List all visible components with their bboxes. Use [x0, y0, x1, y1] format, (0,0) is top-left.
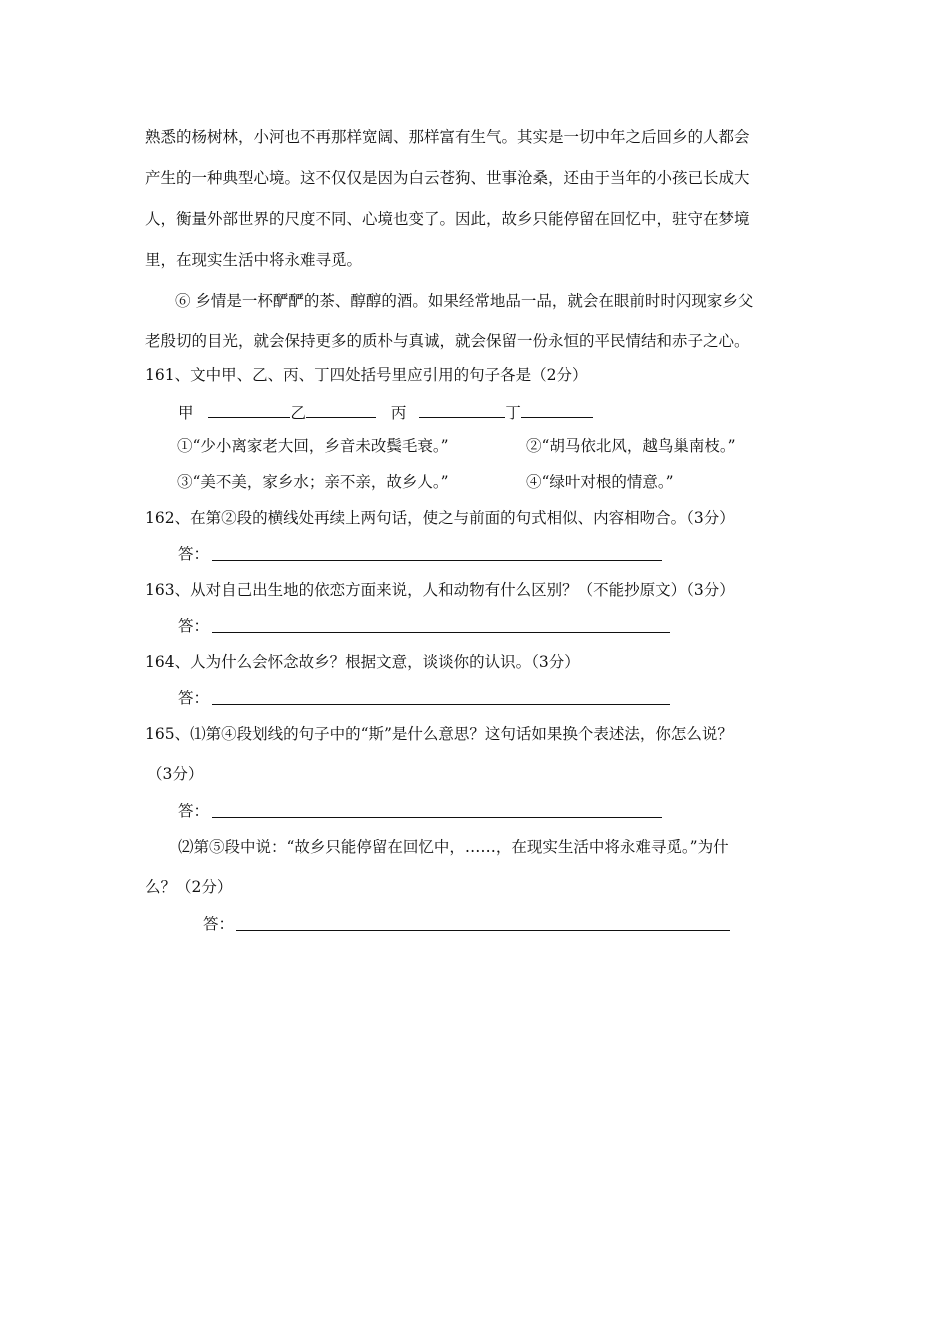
answer-line-162[interactable] — [212, 560, 662, 561]
q161-option-4: ④“绿叶对根的情意。” — [526, 473, 674, 491]
question-161: 161、文中甲、乙、丙、丁四处括号里应引用的句子各是（2分） — [145, 366, 588, 384]
q161-option-2: ②“胡马依北风，越鸟巢南枝。” — [526, 437, 736, 455]
q161-option-1: ①“少小离家老大回，乡音未改鬓毛衰。” — [177, 437, 449, 455]
answer-label: 答： — [178, 802, 210, 820]
q161-blanks — [178, 401, 593, 423]
passage-line: 产生的一种典型心境。这不仅仅是因为白云苍狗、世事沧桑，还由于当年的小孩已长成大 — [145, 169, 750, 187]
passage-line: 里，在现实生活中将永难寻觅。 — [145, 251, 363, 269]
question-165-sub2: ⑵第⑤段中说：“故乡只能停留在回忆中，……，在现实生活中将永难寻觅。”为什 — [178, 838, 729, 856]
answer-label: 答： — [178, 545, 210, 563]
q161-option-3: ③“美不美，家乡水；亲不亲，故乡人。” — [177, 473, 449, 491]
blank-yi[interactable] — [306, 401, 376, 418]
blank-bing[interactable] — [419, 401, 505, 418]
question-165-sub2-cont: 么？（2分） — [145, 878, 233, 896]
answer-label: 答： — [203, 915, 235, 933]
label-ding: 丁 — [505, 404, 521, 422]
blank-jia[interactable] — [208, 401, 290, 418]
label-bing: 丙 — [390, 404, 407, 422]
answer-line-165-2[interactable] — [236, 930, 730, 931]
answer-line-163[interactable] — [212, 632, 670, 633]
blank-ding[interactable] — [521, 401, 593, 418]
answer-label: 答： — [178, 617, 210, 635]
question-164: 164、人为什么会怀念故乡？根据文意，谈谈你的认识。（3分） — [145, 653, 580, 671]
passage-line: 老殷切的目光，就会保持更多的质朴与真诚，就会保留一份永恒的平民情结和赤子之心。 — [145, 332, 750, 350]
label-jia: 甲 — [178, 404, 194, 422]
passage-line: 熟悉的杨树林，小河也不再那样宽阔、那样富有生气。其实是一切中年之后回乡的人都会 — [145, 128, 750, 146]
question-165-score: （3分） — [147, 765, 204, 783]
label-yi: 乙 — [290, 404, 306, 422]
answer-line-164[interactable] — [212, 704, 670, 705]
question-163: 163、从对自己出生地的依恋方面来说，人和动物有什么区别？（不能抄原文）（3分） — [145, 581, 735, 599]
answer-line-165-1[interactable] — [212, 817, 662, 818]
question-165: 165、⑴第④段划线的句子中的“斯”是什么意思？这句话如果换个表述法，你怎么说？ — [145, 725, 733, 743]
passage-line: ⑥ 乡情是一杯酽酽的茶、醇醇的酒。如果经常地品一品，就会在眼前时时闪现家乡父 — [175, 292, 754, 310]
question-162: 162、在第②段的横线处再续上两句话，使之与前面的句式相似、内容相吻合。（3分） — [145, 509, 735, 527]
answer-label: 答： — [178, 689, 210, 707]
passage-line: 人，衡量外部世界的尺度不同、心境也变了。因此，故乡只能停留在回忆中，驻守在梦境 — [145, 210, 750, 228]
